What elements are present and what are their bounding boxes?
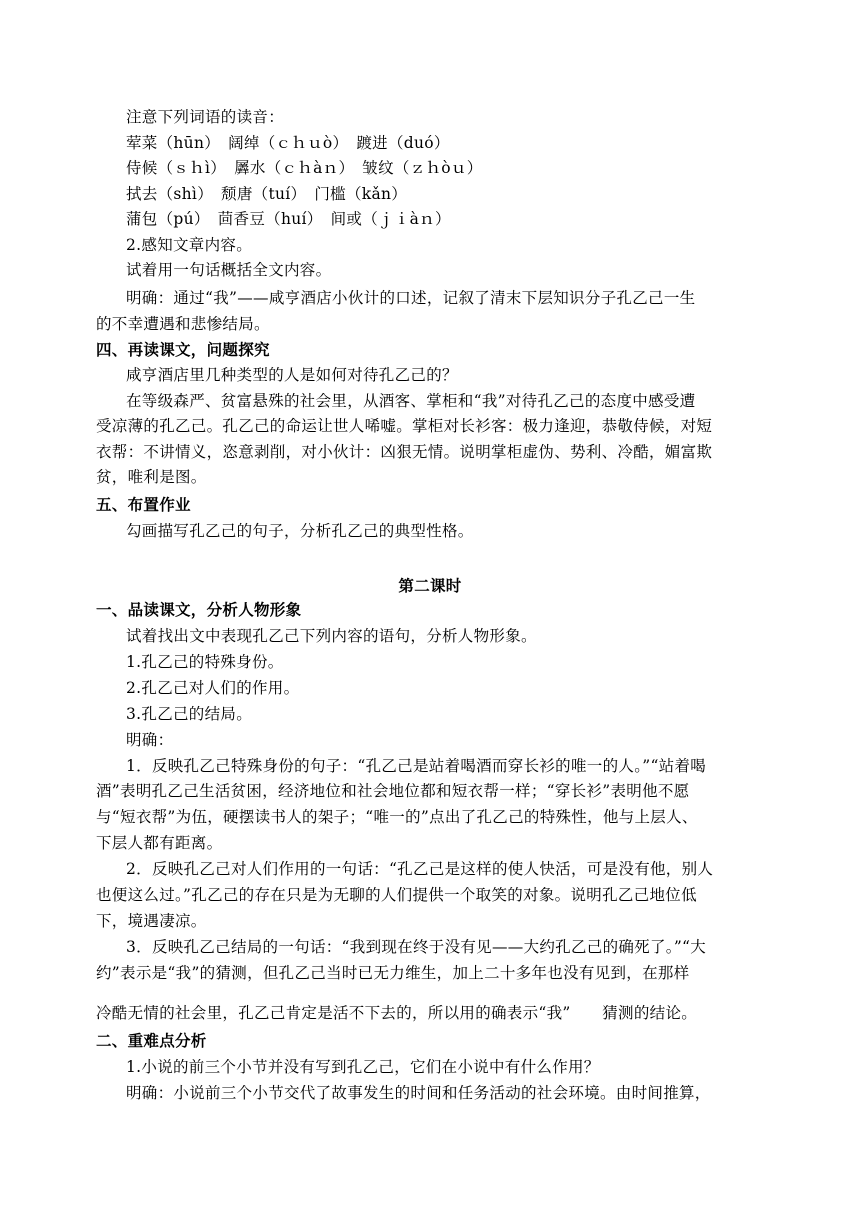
text-line: 约”表示是“我”的猜测，但孔乙己当时已无力维生，加上二十多年也没有见到，在那样 [96, 964, 690, 982]
text-line: 受凉薄的孔乙己。孔乙己的命运让世人唏嘘。掌柜对长衫客：极力逢迎，恭敬侍候，对短 [96, 417, 713, 435]
text-line: 试着用一句话概括全文内容。 [126, 261, 332, 279]
text-line: 2.感知文章内容。 [126, 236, 252, 254]
text-line: 的不幸遭遇和悲惨结局。 [96, 315, 270, 333]
section-heading: 二、重难点分析 [96, 1032, 207, 1050]
text-line: 明确：通过“我”——咸亨酒店小伙计的口述，记叙了清末下层知识分子孔乙己一生 [126, 289, 696, 307]
section-heading: 一、品读课文，分析人物形象 [96, 601, 302, 619]
text-line: 3.孔乙己的结局。 [126, 705, 252, 723]
text-line: 试着找出文中表现孔乙己下列内容的语句，分析人物形象。 [126, 627, 537, 645]
text-line: 侍候（ｓｈì） 羼水（ｃｈàｎ） 皱纹（ｚｈòｕ） [126, 159, 483, 177]
text-line: 3．反映孔乙己结局的一句话：“我到现在终于没有见——大约孔乙己的确死了。”“大 [126, 938, 707, 956]
text-line: 1.孔乙己的特殊身份。 [126, 653, 284, 671]
text-line: 勾画描写孔乙己的句子，分析孔乙己的典型性格。 [126, 522, 474, 540]
section-heading: 五、布置作业 [96, 496, 191, 514]
text-line: 荤菜（hūn） 阔绰（ｃｈｕò） 踱进（duó） [126, 134, 450, 152]
text-line: 注意下列词语的读音： [126, 108, 285, 126]
text-line: 1.小说的前三个小节并没有写到孔乙己，它们在小说中有什么作用？ [126, 1058, 600, 1076]
section-heading: 四、再读课文，问题探究 [96, 341, 270, 359]
lesson-title: 第二课时 [398, 577, 462, 595]
text-line: 拭去（shì） 颓唐（tuí） 门槛（kǎn） [126, 185, 408, 203]
text-line: 蒲包（pú） 茴香豆（huí） 间或（ｊｉàｎ） [126, 210, 451, 228]
text-line: 贫，唯利是图。 [96, 468, 207, 486]
text-line: 下层人都有距离。 [96, 834, 223, 852]
text-line: 明确： [126, 731, 174, 749]
text-line: 下，境遇凄凉。 [96, 912, 207, 930]
text-line: 衣帮：不讲情义，恣意剥削，对小伙计：凶狠无情。说明掌柜虚伪、势利、冷酷，媚富欺 [96, 443, 713, 461]
text-line: 在等级森严、贫富悬殊的社会里，从酒客、掌柜和“我”对待孔乙己的态度中感受遭 [126, 392, 696, 410]
text-line: 与“短衣帮”为伍，硬摆读书人的架子；“唯一的”点出了孔乙己的特殊性，他与上层人、 [96, 808, 698, 826]
text-line: 冷酷无情的社会里，孔乙己肯定是活不下去的，所以用的确表示“我” 猜测的结论。 [96, 1004, 698, 1022]
text-line: 2．反映孔乙己对人们作用的一句话：“孔乙己是这样的使人快活，可是没有他，别人 [126, 860, 714, 878]
text-line: 明确：小说前三个小节交代了故事发生的时间和任务活动的社会环境。由时间推算， [126, 1084, 711, 1102]
text-line: 2.孔乙己对人们的作用。 [126, 679, 300, 697]
text-line: 酒”表明孔乙己生活贫困，经济地位和社会地位都和短衣帮一样；“穿长衫”表明他不愿 [96, 782, 690, 800]
text-line: 1．反映孔乙己特殊身份的句子：“孔乙己是站着喝酒而穿长衫的唯一的人。”“站着喝 [126, 757, 707, 775]
text-line: 也便这么过。”孔乙己的存在只是为无聊的人们提供一个取笑的对象。说明孔乙己地位低 [96, 886, 697, 904]
text-line: 咸亨酒店里几种类型的人是如何对待孔乙己的？ [126, 366, 458, 384]
